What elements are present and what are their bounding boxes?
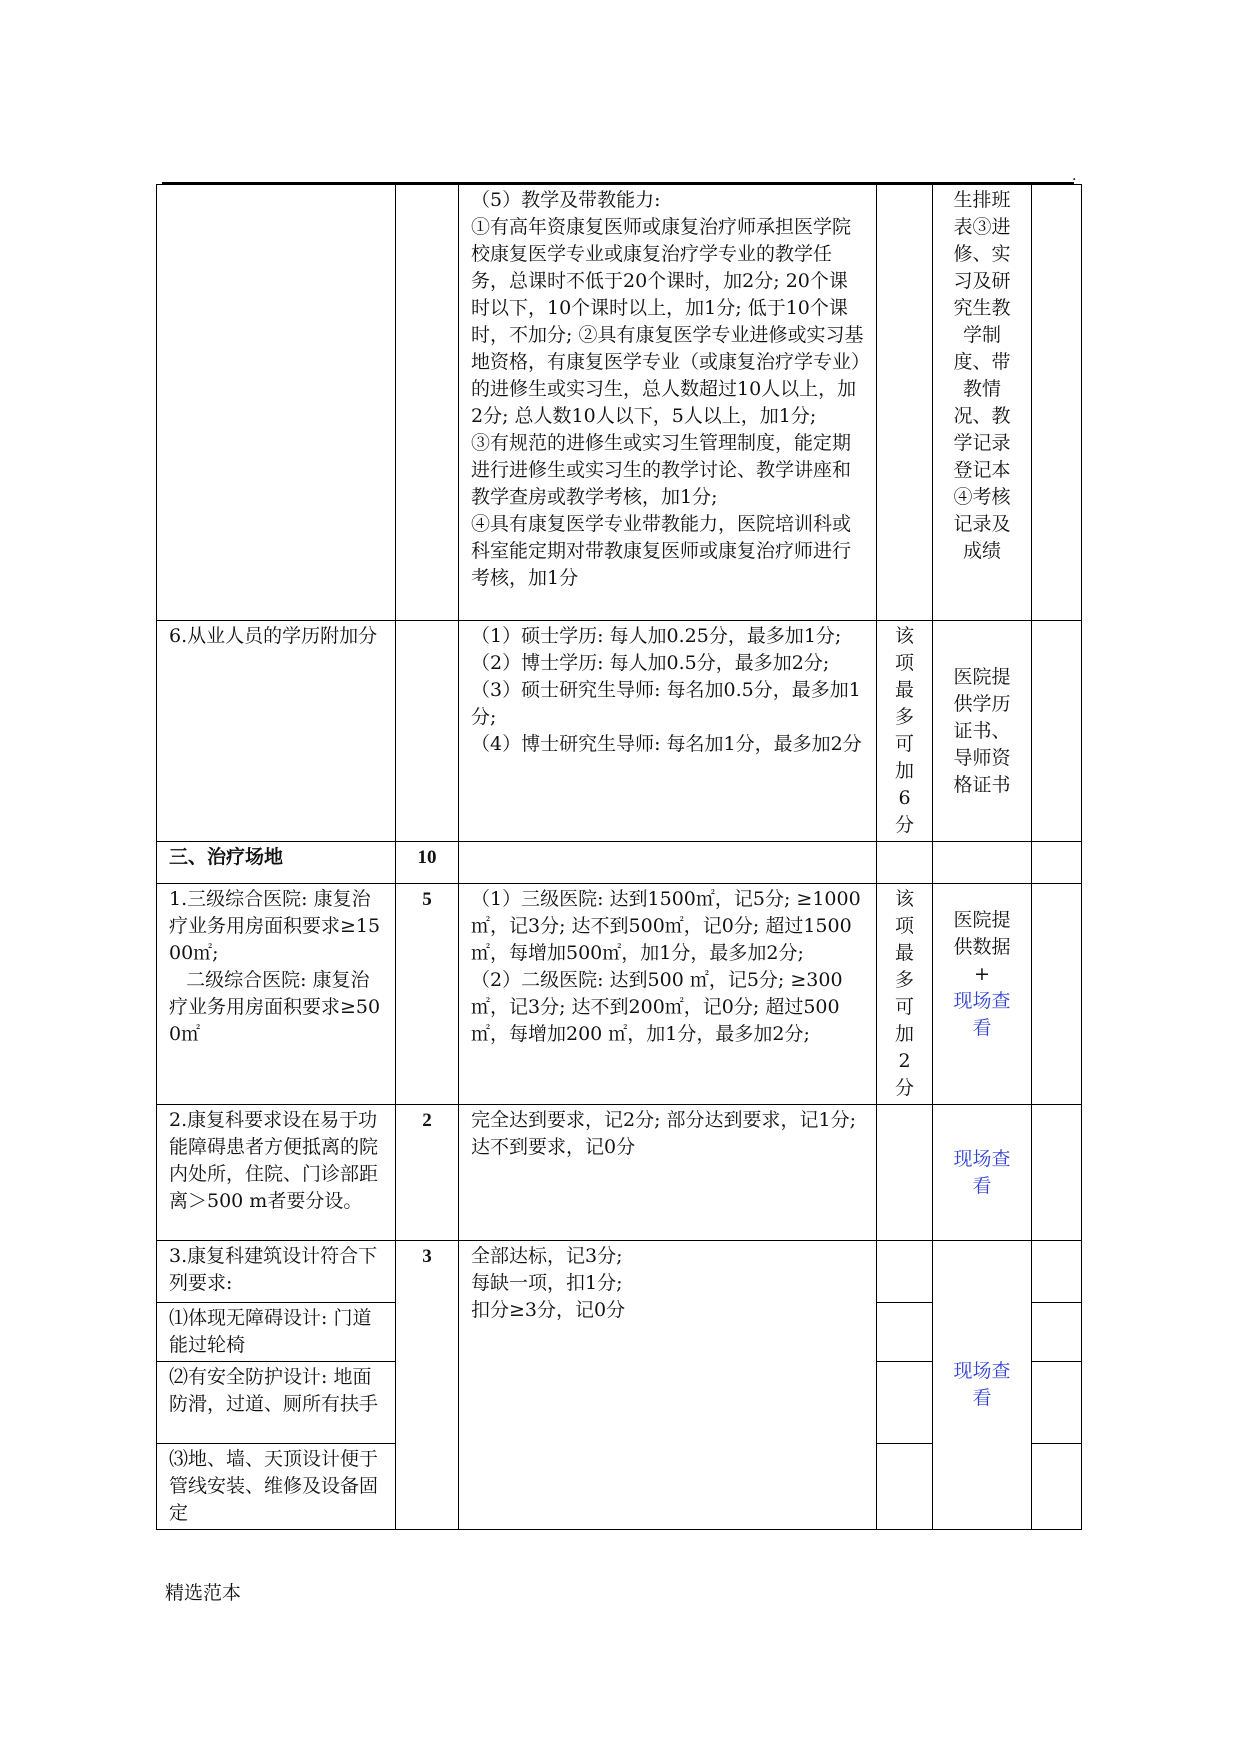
rule-line: （2）二级医院: 达到500 ㎡，记5分; ≥300㎡，记3分; 达不到200㎡，记0分; 超过500㎡，每增加200 ㎡，加1分，最多加2分;	[471, 969, 843, 1045]
score-cell	[396, 185, 459, 621]
extra-cell	[1032, 1362, 1082, 1444]
sub-item-cell: ⑶地、墙、天顶设计便于管线安装、维修及设备固定	[157, 1444, 396, 1530]
section-score: 10	[396, 842, 459, 884]
note-cell	[877, 842, 933, 884]
rule-line: 扣分≥3分，记0分	[471, 1299, 626, 1321]
note-cell	[877, 1241, 933, 1303]
onsite-check-link: 现场查看	[933, 1241, 1032, 1530]
rule-line: （5）教学及带教能力:	[471, 189, 661, 211]
rule-line: ①有高年资康复医师或康复治疗师承担医学院校康复医学专业或康复治疗学专业的教学任务，总课时不低于20个课时，加2分; 20个课时以下，10个课时以上，加1分; 低于10个课时，不加分; ②具有康复医学专业进修或实习基地资格，有康复医学专业（或康复治疗学专业）的进修生或实习生，总人数超过10人以上，加2分; 总人数10人以下，5人以上，加1分;	[471, 216, 864, 427]
rule-line: （3）硕士研究生导师: 每名加0.5分，最多加1分;	[471, 679, 861, 728]
extra-cell	[1032, 884, 1082, 1105]
row-teaching	[157, 185, 1082, 621]
note-cell	[877, 1105, 933, 1241]
rule-cell	[459, 621, 877, 842]
extra-cell	[1032, 1241, 1082, 1303]
rule-line: （4）博士研究生导师: 每名加1分，最多加2分	[471, 733, 862, 755]
rule-cell	[459, 185, 877, 621]
sub-item-cell: ⑵有安全防护设计: 地面防滑，过道、厕所有扶手	[157, 1362, 396, 1444]
rule-cell: 完全达到要求，记2分; 部分达到要求，记1分; 达不到要求，记0分	[459, 1105, 877, 1241]
item-cell: 3.康复科建筑设计符合下列要求:	[157, 1241, 396, 1303]
rule-cell	[459, 842, 877, 884]
evidence-cell	[933, 842, 1032, 884]
rule-line: 全部达标，记3分;	[471, 1245, 623, 1267]
section-title: 三、治疗场地	[157, 842, 396, 884]
extra-cell	[1032, 185, 1082, 621]
plus-sign: +	[974, 962, 990, 985]
row-location	[157, 1105, 1082, 1241]
evaluation-table	[156, 184, 1082, 1530]
note-cell	[877, 185, 933, 621]
onsite-check-link: 现场查看	[933, 1105, 1032, 1241]
score-cell: 5	[396, 884, 459, 1105]
item-cell	[157, 185, 396, 621]
item-cell: 2.康复科要求设在易于功能障碍患者方便抵离的院内处所，住院、门诊部距离＞500 m者要分设。	[157, 1105, 396, 1241]
rule-line: （2）博士学历: 每人加0.5分，最多加2分;	[471, 652, 830, 674]
rule-cell	[459, 884, 877, 1105]
row-degree	[157, 621, 1082, 842]
item-cell: 6.从业人员的学历附加分	[157, 621, 396, 842]
onsite-check-link: 现场查看	[953, 989, 1011, 1039]
extra-cell	[1032, 842, 1082, 884]
extra-cell	[1032, 621, 1082, 842]
item-line: 二级综合医院: 康复治疗业务用房面积要求≥500㎡	[169, 969, 381, 1045]
score-cell	[396, 621, 459, 842]
rule-line: ④具有康复医学专业带教能力，医院培训科或科室能定期对带教康复医师或康复治疗师进行考核，加1分	[471, 513, 852, 589]
evidence-cell: 医院提供学历证书、导师资格证书	[933, 621, 1032, 842]
footer-text: 精选范本	[165, 1582, 242, 1604]
evidence-cell	[933, 884, 1032, 1105]
score-cell: 3	[396, 1241, 459, 1530]
row-design-head	[157, 1241, 1082, 1303]
item-cell	[157, 884, 396, 1105]
sub-item-cell: ⑴体现无障碍设计: 门道能过轮椅	[157, 1303, 396, 1362]
item-line: 1.三级综合医院: 康复治疗业务用房面积要求≥1500㎡;	[169, 888, 381, 964]
evidence-text: 医院提供数据	[953, 908, 1011, 958]
score-cell: 2	[396, 1105, 459, 1241]
note-cell: 该项最多可加6分	[877, 621, 933, 842]
rule-cell	[459, 1241, 877, 1530]
rule-line: （1）硕士学历: 每人加0.25分，最多加1分;	[471, 625, 842, 647]
section-header	[157, 842, 1082, 884]
header-dot: .	[1072, 168, 1077, 184]
note-cell	[877, 1303, 933, 1362]
rule-line: 每缺一项，扣1分;	[471, 1272, 623, 1294]
note-cell: 该项最多可加2分	[877, 884, 933, 1105]
extra-cell	[1032, 1105, 1082, 1241]
note-cell	[877, 1362, 933, 1444]
note-cell	[877, 1444, 933, 1530]
extra-cell	[1032, 1444, 1082, 1530]
rule-line: ③有规范的进修生或实习生管理制度，能定期进行进修生或实习生的教学讨论、教学讲座和教学查房或教学考核，加1分;	[471, 432, 852, 508]
evidence-cell: 生排班表③进修、实习及研究生教学制度、带教情况、教学记录登记本 ④考核记录及成绩	[933, 185, 1032, 621]
row-area	[157, 884, 1082, 1105]
rule-line: （1）三级医院: 达到1500㎡，记5分; ≥1000㎡，记3分; 达不到500㎡，记0分; 超过1500㎡，每增加500㎡，加1分，最多加2分;	[471, 888, 861, 964]
extra-cell	[1032, 1303, 1082, 1362]
